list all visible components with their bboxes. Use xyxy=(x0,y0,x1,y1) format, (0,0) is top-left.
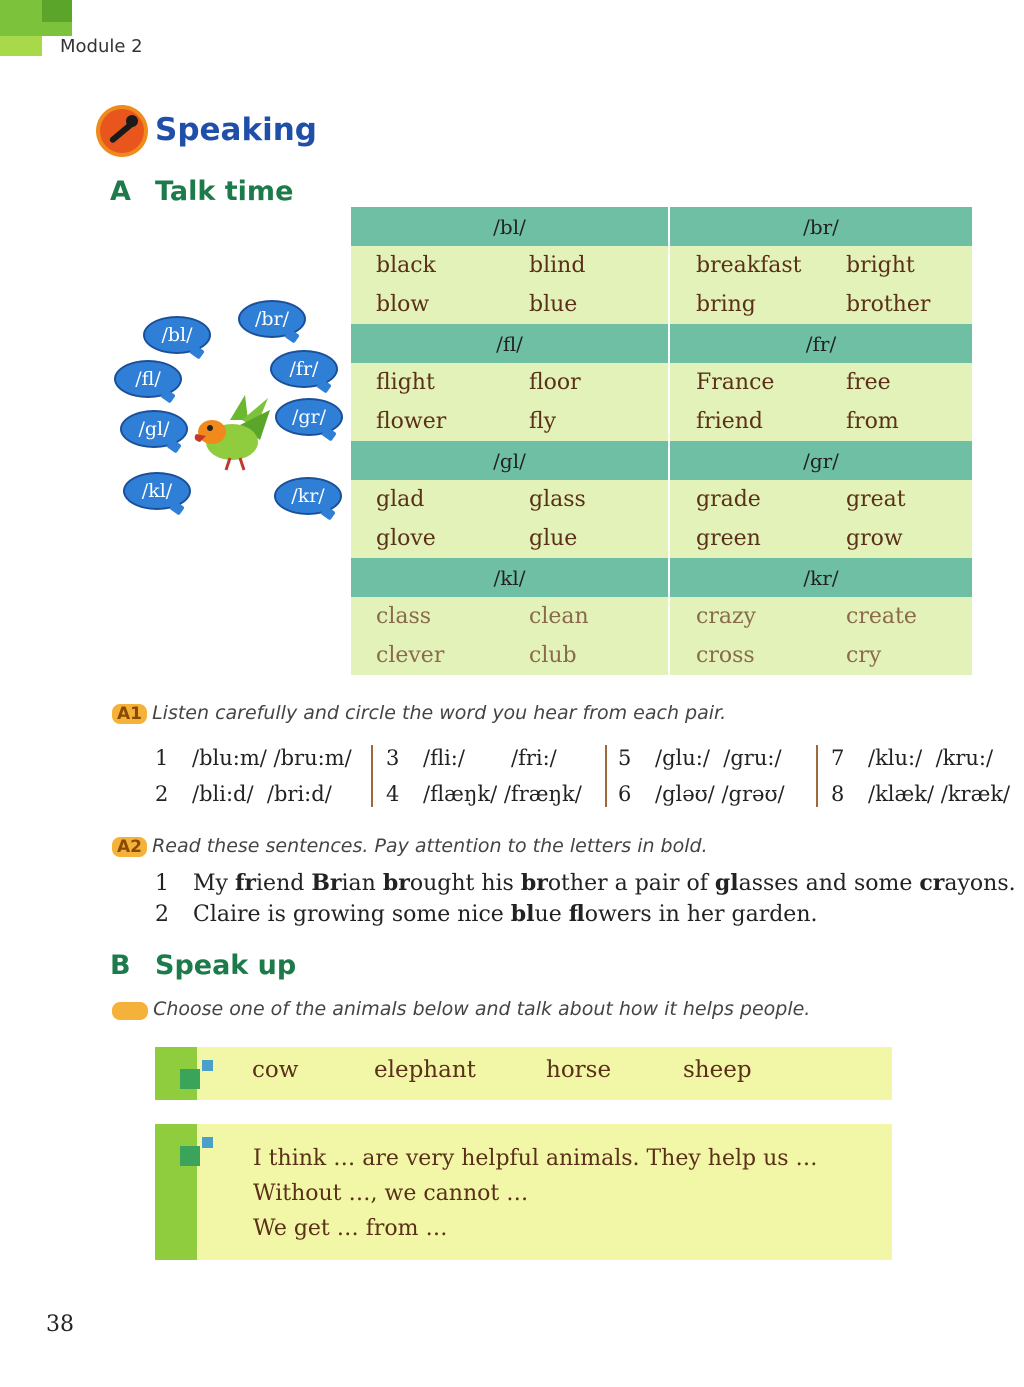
bubble-fl: /fl/ xyxy=(114,360,182,398)
table-header: /fl/ xyxy=(351,324,669,363)
sentence-1: 1 My friend Brian brought his brother a pair of glasses and some crayons. xyxy=(155,870,1016,896)
parrot-icon xyxy=(190,390,290,480)
table-cell: club xyxy=(529,636,669,675)
table-cell: cry xyxy=(846,636,972,675)
box-strip xyxy=(155,1124,197,1260)
a2-instruction: Read these sentences. Pay attention to the letters in bold. xyxy=(152,835,708,857)
a1-instruction: Listen carefully and circle the word you hear from each pair. xyxy=(152,702,727,724)
list-item: 3 /fli:/ /fri:/ xyxy=(386,746,557,770)
table-cell: bright xyxy=(846,246,972,285)
table-cell: black xyxy=(351,246,529,285)
list-item: 8 /klæk/ /kræk/ xyxy=(831,782,1011,806)
phrase-line: We get … from … xyxy=(253,1216,448,1241)
list-item: 1 /blu:m/ /bru:m/ xyxy=(155,746,352,770)
exercise-marker xyxy=(112,1002,148,1020)
table-header: /gr/ xyxy=(669,441,972,480)
table-header: /kr/ xyxy=(669,558,972,597)
microphone-icon xyxy=(95,104,149,158)
decor-square xyxy=(180,1146,200,1166)
table-cell: glad xyxy=(351,480,529,519)
table-cell: breakfast xyxy=(669,246,846,285)
table-cell: green xyxy=(669,519,846,558)
bubble-fr: /fr/ xyxy=(270,350,338,388)
table-cell: brother xyxy=(846,285,972,324)
table-cell: free xyxy=(846,363,972,402)
phrase-line: Without …, we cannot … xyxy=(253,1181,529,1206)
phonics-table xyxy=(351,207,972,675)
section-a-letter: A xyxy=(110,176,131,207)
table-cell: floor xyxy=(529,363,669,402)
section-a-title: Talk time xyxy=(155,176,294,207)
a2-heading xyxy=(112,835,708,857)
table-header: /br/ xyxy=(669,207,972,246)
table-cell: bring xyxy=(669,285,846,324)
table-cell: grow xyxy=(846,519,972,558)
divider xyxy=(816,745,818,807)
table-header: /fr/ xyxy=(669,324,972,363)
table-cell: France xyxy=(669,363,846,402)
bubble-gr: /gr/ xyxy=(275,398,343,436)
table-cell: glass xyxy=(529,480,669,519)
page-number: 38 xyxy=(46,1312,74,1337)
table-cell: clever xyxy=(351,636,529,675)
a1-heading xyxy=(112,702,726,724)
bubble-gl: /gl/ xyxy=(120,410,188,448)
phrase-line: I think … are very helpful animals. They help us … xyxy=(253,1146,818,1171)
table-cell: great xyxy=(846,480,972,519)
list-item: 6 /gləʊ/ /grəʊ/ xyxy=(618,782,785,806)
table-cell: fly xyxy=(529,402,669,441)
animal-word: horse xyxy=(546,1057,612,1083)
decor-square xyxy=(202,1137,213,1148)
animal-word: elephant xyxy=(374,1057,476,1083)
table-cell: glue xyxy=(529,519,669,558)
divider xyxy=(371,745,373,807)
section-b-letter: B xyxy=(110,950,131,981)
table-cell: from xyxy=(846,402,972,441)
decor-square xyxy=(202,1060,213,1071)
b-instruction-row xyxy=(112,998,810,1020)
table-cell: friend xyxy=(669,402,846,441)
corner-decoration xyxy=(42,0,72,22)
table-cell: flight xyxy=(351,363,529,402)
table-header: /gl/ xyxy=(351,441,669,480)
bubble-kr: /kr/ xyxy=(274,477,342,515)
table-cell: blue xyxy=(529,285,669,324)
b-instruction: Choose one of the animals below and talk about how it helps people. xyxy=(153,998,811,1020)
decor-square xyxy=(180,1069,200,1089)
divider xyxy=(605,745,607,807)
table-cell: class xyxy=(351,597,529,636)
list-item: 2 /bli:d/ /bri:d/ xyxy=(155,782,332,806)
a1-items xyxy=(155,740,1015,820)
animal-word: sheep xyxy=(683,1057,752,1083)
table-cell: grade xyxy=(669,480,846,519)
section-title: Speaking xyxy=(155,112,317,148)
a1-label: A1 xyxy=(112,704,147,724)
section-b-title: Speak up xyxy=(155,950,297,981)
list-item: 4 /flæŋk/ /fræŋk/ xyxy=(386,782,582,806)
bubble-kl: /kl/ xyxy=(123,472,191,510)
table-cell: create xyxy=(846,597,972,636)
module-label: Module 2 xyxy=(60,36,143,57)
corner-decoration xyxy=(0,36,42,56)
table-header: /kl/ xyxy=(351,558,669,597)
table-cell: glove xyxy=(351,519,529,558)
table-cell: blow xyxy=(351,285,529,324)
table-header: /bl/ xyxy=(351,207,669,246)
table-cell: blind xyxy=(529,246,669,285)
a2-label: A2 xyxy=(112,837,147,857)
table-cell: crazy xyxy=(669,597,846,636)
table-cell: flower xyxy=(351,402,529,441)
bubble-bl: /bl/ xyxy=(143,316,211,354)
list-item: 5 /glu:/ /gru:/ xyxy=(618,746,782,770)
table-cell: cross xyxy=(669,636,846,675)
animal-word: cow xyxy=(252,1057,299,1083)
sentence-2: 2 Claire is growing some nice blue flowers in her garden. xyxy=(155,901,818,927)
animals-box xyxy=(155,1047,892,1100)
list-item: 7 /klu:/ /kru:/ xyxy=(831,746,994,770)
table-cell: clean xyxy=(529,597,669,636)
phrases-box xyxy=(155,1124,892,1260)
bubble-br: /br/ xyxy=(238,300,306,338)
